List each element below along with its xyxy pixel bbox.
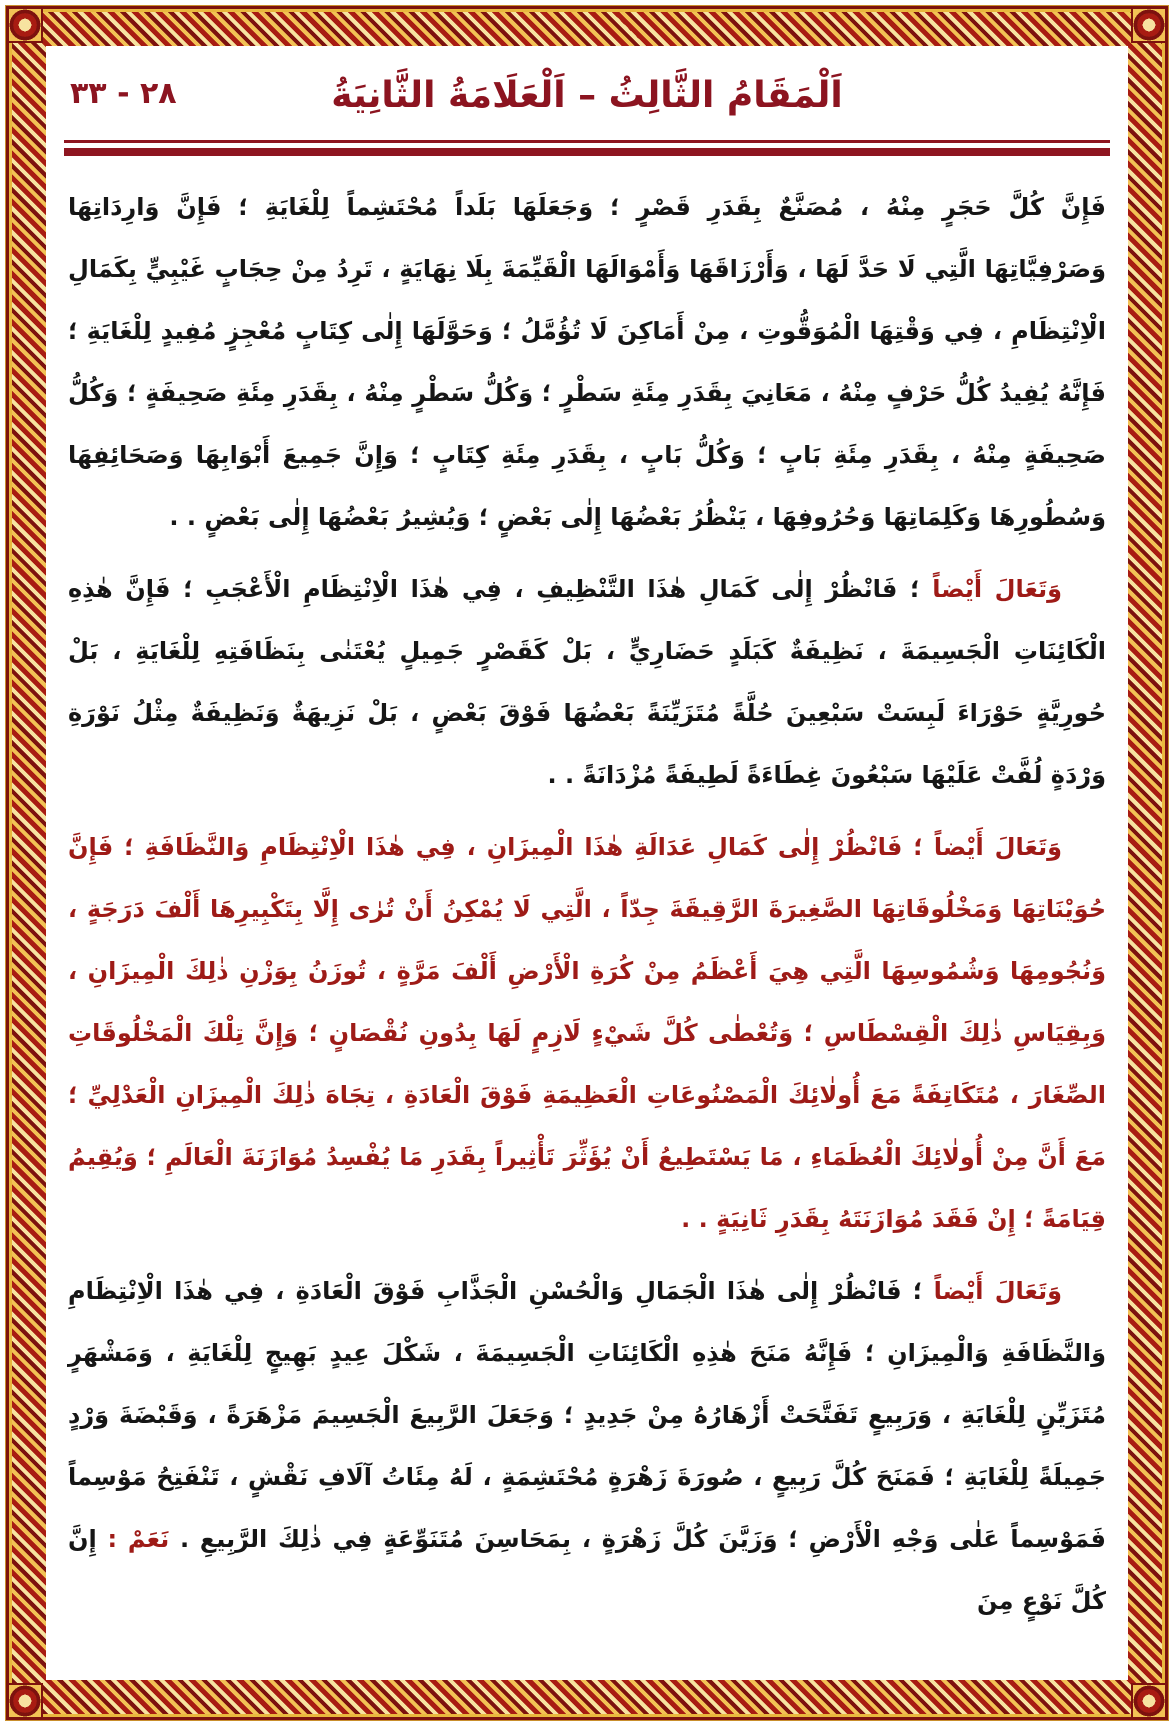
paragraph-3-text: وَتَعَالَ أَيْضاً ؛ فَانْظُرْ إِلٰى كَمَالِ عَدَالَةِ هٰذَا الْمِيزَانِ ، فِي هٰذَا الْاِنْتِظَامِ وَالنَّظَافَةِ ؛ فَإِنَّ حُوَيْنَاتِهَا وَمَخْلُوقَاتِهَا الصَّغِيرَةَ الرَّقِيقَةَ جِدّاً ، الَّتِي لَا يُمْكِنُ أَنْ تُرٰى إِلَّا بِتَكْبِيرِهَا أَلْفَ دَرَجَةٍ ، وَنُجُومِهَا وَشُمُوسِهَا الَّتِي هِيَ أَعْظَمُ مِنْ كُرَةِ الْأَرْضِ أَلْفَ مَرَّةٍ ، تُوزَنُ بِوَزْنِ ذٰلِكَ الْمِيزَانِ ، وَبِقِيَاسِ ذٰلِكَ الْقِسْطَاسِ ؛ وَتُعْطٰى كُلَّ شَيْءٍ لَازِمٍ لَهَا بِدُونِ نُقْصَانٍ ؛ وَإِنَّ تِلْكَ الْمَخْلُوقَاتِ الصِّغَارَ ، مُتَكَاتِفَةً مَعَ أُولٰائِكَ الْمَصْنُوعَاتِ الْعَظِيمَةِ فَوْقَ الْعَادَةِ ، تِجَاهَ ذٰلِكَ الْمِيزَانِ الْعَدْلِيِّ ؛ مَعَ أَنَّ مِنْ أُولٰائِكَ الْعُظَمَاءِ ، مَا يَسْتَطِيعُ أَنْ يُؤَثِّرَ تَأْثِيراً بِقَدَرِ مَا يُفْسِدُ مُوَازَنَةَ الْعَالَمِ ؛ وَيُقِيمُ قِيَامَةً ؛ إِنْ فَقَدَ مُوَازَنَتَهُ بِقَدَرِ ثَانِيَةٍ . . <box>68 833 1106 1233</box>
page-number: ٢٨ - ٣٣ <box>70 76 177 111</box>
paragraph-4-lead: وَتَعَالَ أَيْضاً <box>933 1277 1063 1305</box>
body-text <box>64 176 1110 1632</box>
paragraph-4-text-a: ؛ فَانْظُرْ إِلٰى هٰذَا الْجَمَالِ وَالْحُسْنِ الْجَذَّابِ فَوْقَ الْعَادَةِ ، فِي هٰذَا الْاِنْتِظَامِ وَالنَّظَافَةِ وَالْمِيزَانِ ؛ فَإِنَّهُ مَنَحَ هٰذِهِ الْكَائِنَاتِ الْجَسِيمَةَ ، شَكْلَ عِيدٍ بَهِيجٍ لِلْغَايَةِ ، وَمَشْهَرٍ مُتَزَيِّنٍ لِلْغَايَةِ ، وَرَبِيعٍ تَفَتَّحَتْ أَزْهَارُهُ مِنْ جَدِيدٍ ؛ وَجَعَلَ الرَّبِيعَ الْجَسِيمَ مَزْهَرَةً ، وَقَبْضَةَ وَرْدٍ جَمِيلَةً لِلْغَايَةِ ؛ فَمَنَحَ كُلَّ رَبِيعٍ ، صُورَةَ زَهْرَةٍ مُحْتَشِمَةٍ ، لَهُ مِئَاتُ آلَافِ نَقْشٍ ، تَنْفَتِحُ مَوْسِماً فَمَوْسِماً عَلٰى وَجْهِ الْأَرْضِ ؛ وَزَيَّنَ كُلَّ زَهْرَةٍ ، بِمَحَاسِنَ مُتَنَوِّعَةٍ فِي ذٰلِكَ الرَّبِيعِ . <box>68 1277 1106 1553</box>
paragraph-4-emphasis: نَعَمْ : <box>107 1525 170 1553</box>
paragraph-3 <box>68 816 1106 1250</box>
paragraph-4 <box>68 1260 1106 1632</box>
corner-rosette-icon <box>1131 7 1167 43</box>
paragraph-2 <box>68 558 1106 806</box>
corner-rosette-icon <box>7 1683 43 1719</box>
corner-rosette-icon <box>1131 1683 1167 1719</box>
corner-rosette-icon <box>7 7 43 43</box>
page-content <box>46 46 1128 1680</box>
paragraph-2-lead: وَتَعَالَ أَيْضاً <box>932 575 1062 603</box>
page-title: اَلْمَقَامُ الثَّالِثُ – اَلْعَلَامَةُ الثَّانِيَةُ <box>331 75 843 116</box>
page-header <box>64 66 1110 132</box>
paragraph-1 <box>68 176 1106 548</box>
paragraph-2-text: ؛ فَانْظُرْ إِلٰى كَمَالِ هٰذَا التَّنْظِيفِ ، فِي هٰذَا الْاِنْتِظَامِ الْأَعْجَبِ ؛ فَإِنَّ هٰذِهِ الْكَائِنَاتِ الْجَسِيمَةَ ، نَظِيفَةٌ كَبَلَدٍ حَضَارِيٍّ ، بَلْ كَقَصْرٍ جَمِيلٍ يُعْتَنٰى بِنَظَافَتِهِ لِلْغَايَةِ ، بَلْ حُورِيَّةٍ حَوْرَاءَ لَبِسَتْ سَبْعِينَ حُلَّةً مُتَزَيِّنَةً بَعْضُهَا فَوْقَ بَعْضٍ ، بَلْ نَزِيهَةٌ وَنَظِيفَةٌ مِثْلُ نَوْرَةِ وَرْدَةٍ لُفَّتْ عَلَيْهَا سَبْعُونَ غِطَاءَةً لَطِيفَةً مُزْدَانَةً . . <box>68 575 1106 789</box>
paragraph-4-text-b: إِنَّ كُلَّ نَوْعٍ مِنَ <box>68 1525 1106 1615</box>
paragraph-1-text: فَإِنَّ كُلَّ حَجَرٍ مِنْهُ ، مُصَنَّعٌ بِقَدَرِ قَصْرٍ ؛ وَجَعَلَهَا بَلَداً مُحْتَشِماً لِلْغَايَةِ ؛ فَإِنَّ وَارِدَاتِهَا وَصَرْفِيَّاتِهَا الَّتِي لَا حَدَّ لَهَا ، وَأَرْزَاقَهَا وَأَمْوَالَهَا الْقَيِّمَةَ بِلَا نِهَايَةٍ ، تَرِدُ مِنْ حِجَابٍ غَيْبِيٍّ بِكَمَالِ الْاِنْتِظَامِ ، فِي وَقْتِهَا الْمُوَقُّوتِ ، مِنْ أَمَاكِنَ لَا تُؤُمَّلُ ؛ وَحَوَّلَهَا إِلٰى كِتَابٍ مُعْجِزٍ مُفِيدٍ لِلْغَايَةِ ؛ فَإِنَّهُ يُفِيدُ كُلُّ حَرْفٍ مِنْهُ ، مَعَانِيَ بِقَدَرِ مِئَةِ سَطْرٍ ؛ وَكُلُّ سَطْرٍ مِنْهُ ، بِقَدَرِ مِئَةِ صَحِيفَةٍ ؛ وَكُلُّ صَحِيفَةٍ مِنْهُ ، بِقَدَرِ مِئَةِ بَابٍ ؛ وَكُلُّ بَابٍ ، بِقَدَرِ مِئَةِ كِتَابٍ ؛ وَإِنَّ جَمِيعَ أَبْوَابِهَا وَصَحَائِفِهَا وَسُطُورِهَا وَكَلِمَاتِهَا وَحُرُوفِهَا ، يَنْظُرُ بَعْضُهَا إِلٰى بَعْضٍ ؛ وَيُشِيرُ بَعْضُهَا إِلٰى بَعْضٍ . . <box>68 193 1106 531</box>
header-divider-rule <box>64 140 1110 156</box>
